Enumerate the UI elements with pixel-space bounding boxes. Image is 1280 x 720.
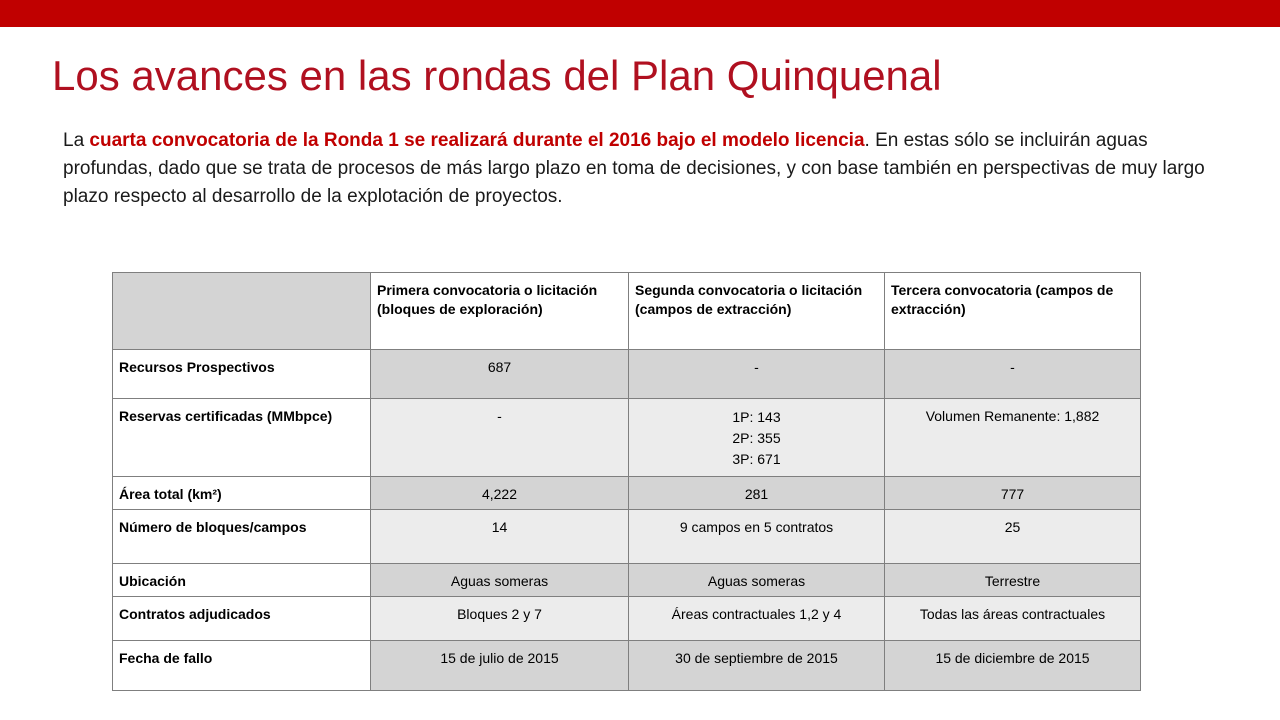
table-row bbox=[113, 399, 1141, 477]
table-cell: 777 bbox=[885, 477, 1141, 510]
header-segunda: Segunda convocatoria o licitación (campos de extracción) bbox=[629, 273, 885, 350]
top-accent-bar bbox=[0, 0, 1280, 27]
table-row bbox=[113, 641, 1141, 691]
table-cell: - bbox=[885, 350, 1141, 399]
table-cell: 25 bbox=[885, 510, 1141, 564]
table-cell: Aguas someras bbox=[371, 564, 629, 597]
header-primera: Primera convocatoria o licitación (bloques de exploración) bbox=[371, 273, 629, 350]
table-row bbox=[113, 510, 1141, 564]
reserve-3p: 3P: 671 bbox=[732, 451, 781, 467]
row-label: Área total (km²) bbox=[113, 477, 371, 510]
intro-paragraph bbox=[63, 127, 1223, 211]
rounds-table bbox=[112, 272, 1141, 691]
table-row bbox=[113, 597, 1141, 641]
table-row bbox=[113, 564, 1141, 597]
table-cell: Áreas contractuales 1,2 y 4 bbox=[629, 597, 885, 641]
reserve-2p: 2P: 355 bbox=[732, 430, 781, 446]
intro-prefix: La bbox=[63, 130, 90, 151]
row-label: Ubicación bbox=[113, 564, 371, 597]
table-cell: 9 campos en 5 contratos bbox=[629, 510, 885, 564]
table-cell: 15 de diciembre de 2015 bbox=[885, 641, 1141, 691]
header-corner bbox=[113, 273, 371, 350]
header-row bbox=[113, 273, 1141, 350]
table-cell-reserves bbox=[629, 399, 885, 477]
table-cell: 687 bbox=[371, 350, 629, 399]
table-cell: - bbox=[371, 399, 629, 477]
table-cell: 4,222 bbox=[371, 477, 629, 510]
intro-rest: . En estas sólo se incluirán aguas profundas, dado que se trata de procesos de más largo plazo en toma de decisiones, y con base también en perspectivas de muy largo plazo respecto al desarrollo de la explotación de proyectos. bbox=[63, 130, 1205, 207]
table-cell: 281 bbox=[629, 477, 885, 510]
table-cell: 15 de julio de 2015 bbox=[371, 641, 629, 691]
row-label: Reservas certificadas (MMbpce) bbox=[113, 399, 371, 477]
table-cell: - bbox=[629, 350, 885, 399]
table-cell: 30 de septiembre de 2015 bbox=[629, 641, 885, 691]
intro-highlight: cuarta convocatoria de la Ronda 1 se realizará durante el 2016 bajo el modelo licencia bbox=[89, 130, 865, 151]
table-row bbox=[113, 350, 1141, 399]
row-label: Número de bloques/campos bbox=[113, 510, 371, 564]
row-label: Fecha de fallo bbox=[113, 641, 371, 691]
reserve-1p: 1P: 143 bbox=[732, 409, 781, 425]
table-cell: 14 bbox=[371, 510, 629, 564]
table-cell: Todas las áreas contractuales bbox=[885, 597, 1141, 641]
table-row bbox=[113, 477, 1141, 510]
table-cell: Terrestre bbox=[885, 564, 1141, 597]
row-label: Recursos Prospectivos bbox=[113, 350, 371, 399]
table-cell: Volumen Remanente: 1,882 bbox=[885, 399, 1141, 477]
row-label: Contratos adjudicados bbox=[113, 597, 371, 641]
header-tercera: Tercera convocatoria (campos de extracción) bbox=[885, 273, 1141, 350]
slide-title: Los avances en las rondas del Plan Quinquenal bbox=[52, 52, 942, 99]
table-cell: Bloques 2 y 7 bbox=[371, 597, 629, 641]
table-cell: Aguas someras bbox=[629, 564, 885, 597]
